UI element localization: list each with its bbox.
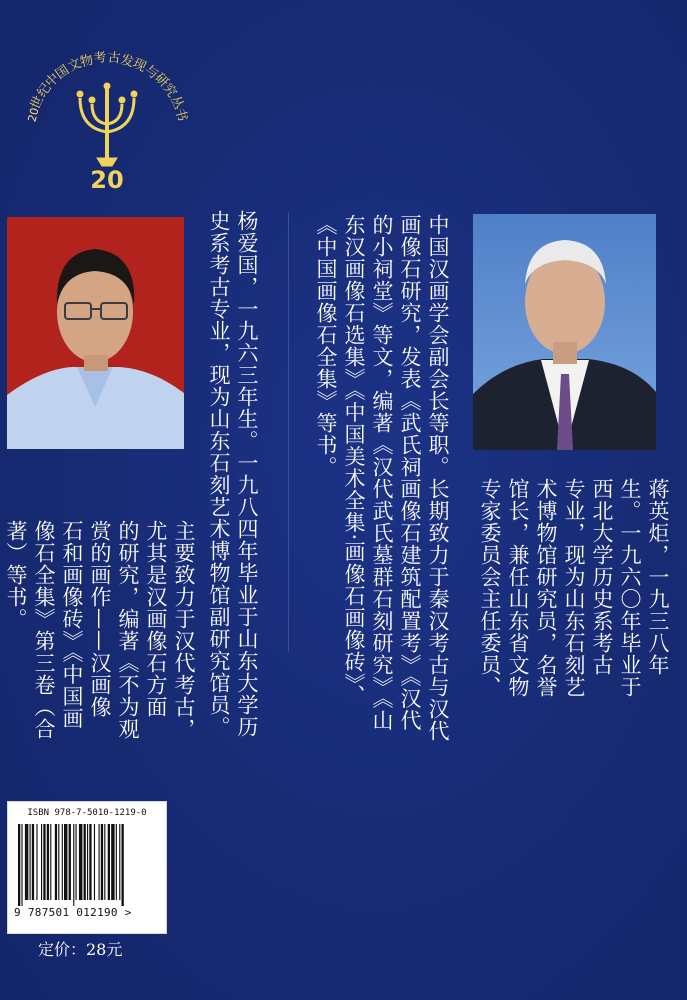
emblem-arc-char: 与 [141, 62, 161, 83]
column-divider [288, 212, 289, 652]
emblem-arc-char: 中 [42, 70, 63, 91]
bio-jiang-line-3: 的小祠堂》等文，编著《汉代武氏墓群石刻研究》《山 [370, 214, 394, 732]
bio-jiang-intro-2: 生。一九六〇年毕业于 [618, 478, 642, 698]
barcode-icon [18, 824, 158, 906]
emblem-arc-char: 20 [25, 106, 42, 124]
portrait-yang-aiguo [7, 217, 184, 449]
bio-jiang-line-2: 画像石研究，发表《武氏祠画像石建筑配置考》《汉代 [398, 214, 422, 732]
bio-jiang-intro-5: 术博物馆研究员，名誉 [534, 478, 558, 698]
emblem-arc-char: 世 [28, 93, 48, 112]
bio-jiang-intro-6: 馆长，兼任山东省文物 [506, 478, 530, 698]
bio-yang-line-5: 的研究，编著《不为观 [116, 520, 140, 740]
emblem-arc-char: 文 [65, 56, 84, 76]
bio-yang-line-9: 著）等书。 [4, 520, 28, 630]
series-emblem [20, 45, 195, 220]
bio-jiang-intro-3: 西北大学历史系考古 [590, 478, 614, 676]
bio-jiang-intro-4: 专业，现为山东石刻艺 [562, 478, 586, 698]
bio-jiang-intro-7: 专家委员会主任委员、 [478, 478, 502, 698]
emblem-arc-char: 纪 [34, 81, 55, 101]
bio-yang-line-2: 史系考古专业，现为山东石刻艺术博物馆副研究馆员。 [207, 210, 231, 738]
price-label: 定价：28元 [38, 940, 123, 959]
emblem-arc-char: 国 [53, 62, 73, 83]
bio-yang-line-3: 主要致力于汉代考古， [172, 520, 196, 740]
bio-jiang-line-1: 中国汉画学会副会长等职。长期致力于秦汉考古与汉代 [426, 214, 450, 742]
bio-jiang-body [312, 214, 452, 742]
emblem-arc-char: 究 [159, 81, 180, 101]
emblem-arc-char: 研 [151, 70, 171, 91]
bio-jiang-line-5: 《中国画像石全集》等书。 [314, 214, 338, 478]
bio-jiang-intro-1: 蒋英炬，一九三八年 [646, 478, 670, 676]
bio-yang-line-8: 像石全集》第三卷（合 [32, 520, 56, 740]
portrait-jiang-yingju [473, 214, 656, 450]
bio-yang-line-1: 杨爱国，一九六三年生。一九八四年毕业于山东大学历 [235, 210, 259, 738]
bio-yang-line-4: 尤其是汉画像石方面 [144, 520, 168, 718]
bio-yang-detail [2, 520, 198, 740]
bio-jiang-line-4: 东汉画像石选集》《中国美术全集·画像石画像砖》、 [342, 214, 366, 707]
emblem-arc-char: 书 [171, 106, 190, 124]
isbn-number: ISBN 978-7-5010-1219-0 [27, 808, 147, 818]
barcode-digits: 9 787501 012190 > [14, 906, 132, 919]
emblem-arc-char: 现 [130, 56, 149, 76]
emblem-arc-char: 发 [118, 52, 136, 71]
isbn-barcode-label [7, 801, 167, 934]
emblem-arc-char: 古 [106, 50, 121, 67]
emblem-arc-char: 考 [93, 50, 108, 67]
emblem-number: 20 [90, 166, 124, 190]
emblem-arc-char: 物 [78, 52, 96, 71]
bio-yang-line-6: 赏的画作——汉画像 [88, 520, 112, 718]
bio-jiang-intro [476, 478, 672, 698]
emblem-arc-char: 丛 [166, 93, 186, 112]
bio-yang-body [205, 210, 261, 738]
bio-yang-line-7: 石和画像砖》《中国画 [60, 520, 84, 730]
candelabrum-icon [72, 80, 142, 190]
